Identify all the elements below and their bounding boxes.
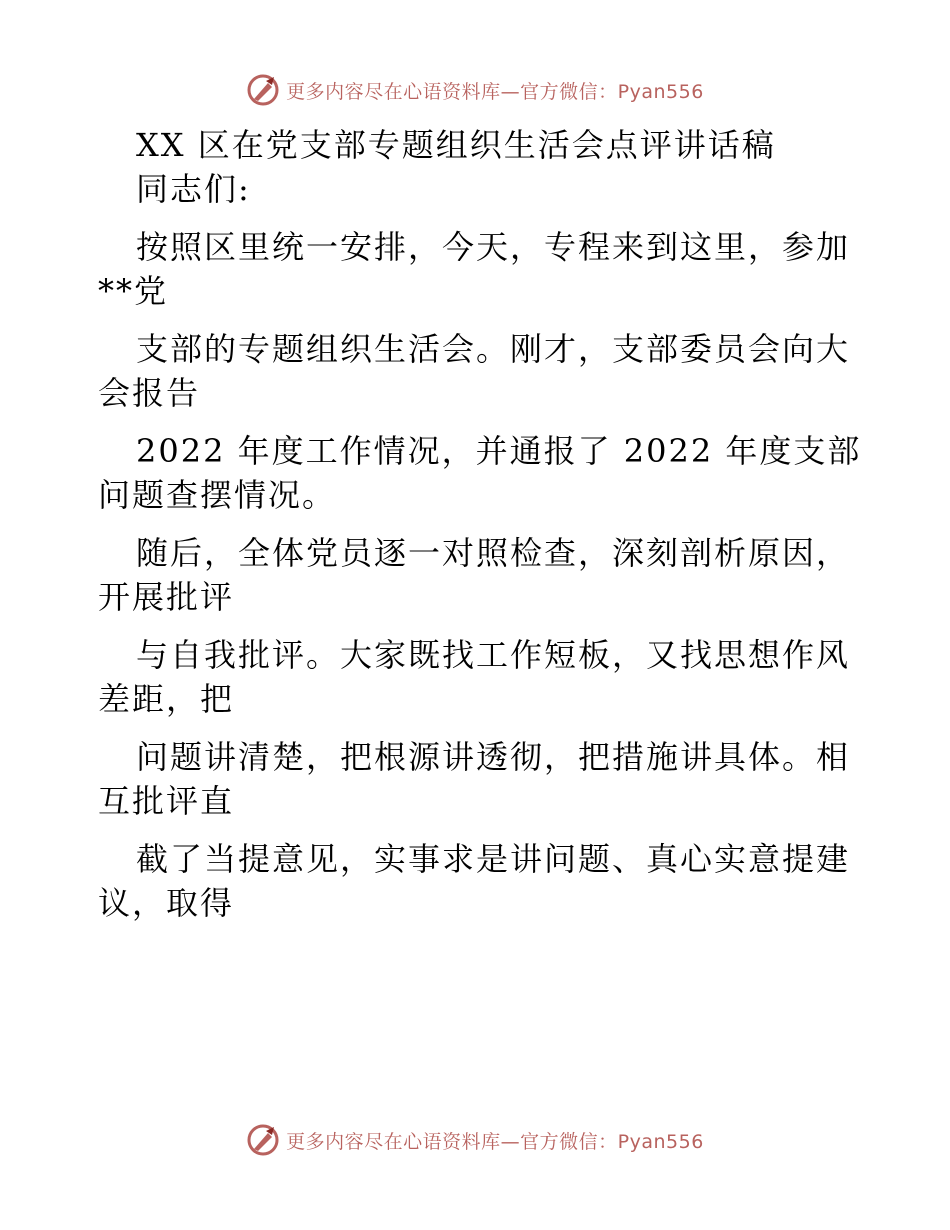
paragraph-line: 截了当提意见，实事求是讲问题、真心实意提建	[136, 840, 851, 878]
watermark-banner-top	[0, 70, 950, 110]
watermark-text: 更多内容尽在心语资料库—官方微信：Pyan556	[286, 80, 704, 103]
paragraph-line: 议，取得	[98, 884, 235, 922]
document-title: XX 区在党支部专题组织生活会点评讲话稿	[136, 126, 776, 164]
greeting-line: 同志们:	[136, 170, 251, 208]
paragraph-line: 随后，全体党员逐一对照检查，深刻剖析原因，	[136, 534, 851, 572]
paragraph-line: 支部的专题组织生活会。刚才，支部委员会向大	[136, 330, 851, 368]
watermark-banner-bottom	[0, 1120, 950, 1160]
paragraph-line: **党	[98, 272, 169, 310]
paragraph-line: 问题查摆情况。	[98, 476, 337, 514]
paragraph-line: 差距，把	[98, 680, 235, 718]
paragraph-line: 按照区里统一安排，今天，专程来到这里，参加	[136, 228, 851, 266]
paragraph-line: 问题讲清楚，把根源讲透彻，把措施讲具体。相	[136, 738, 851, 776]
paragraph-line: 互批评直	[98, 782, 235, 820]
paragraph-line: 开展批评	[98, 578, 235, 616]
pen-logo-icon	[246, 73, 280, 107]
watermark-text: 更多内容尽在心语资料库—官方微信：Pyan556	[286, 1130, 704, 1153]
paragraph-line: 2022 年度工作情况，并通报了 2022 年度支部	[136, 432, 862, 470]
paragraph-line: 与自我批评。大家既找工作短板，又找思想作风	[136, 636, 851, 674]
document-body	[98, 123, 862, 925]
paragraph-line: 会报告	[98, 374, 201, 412]
pen-logo-icon	[246, 1123, 280, 1157]
